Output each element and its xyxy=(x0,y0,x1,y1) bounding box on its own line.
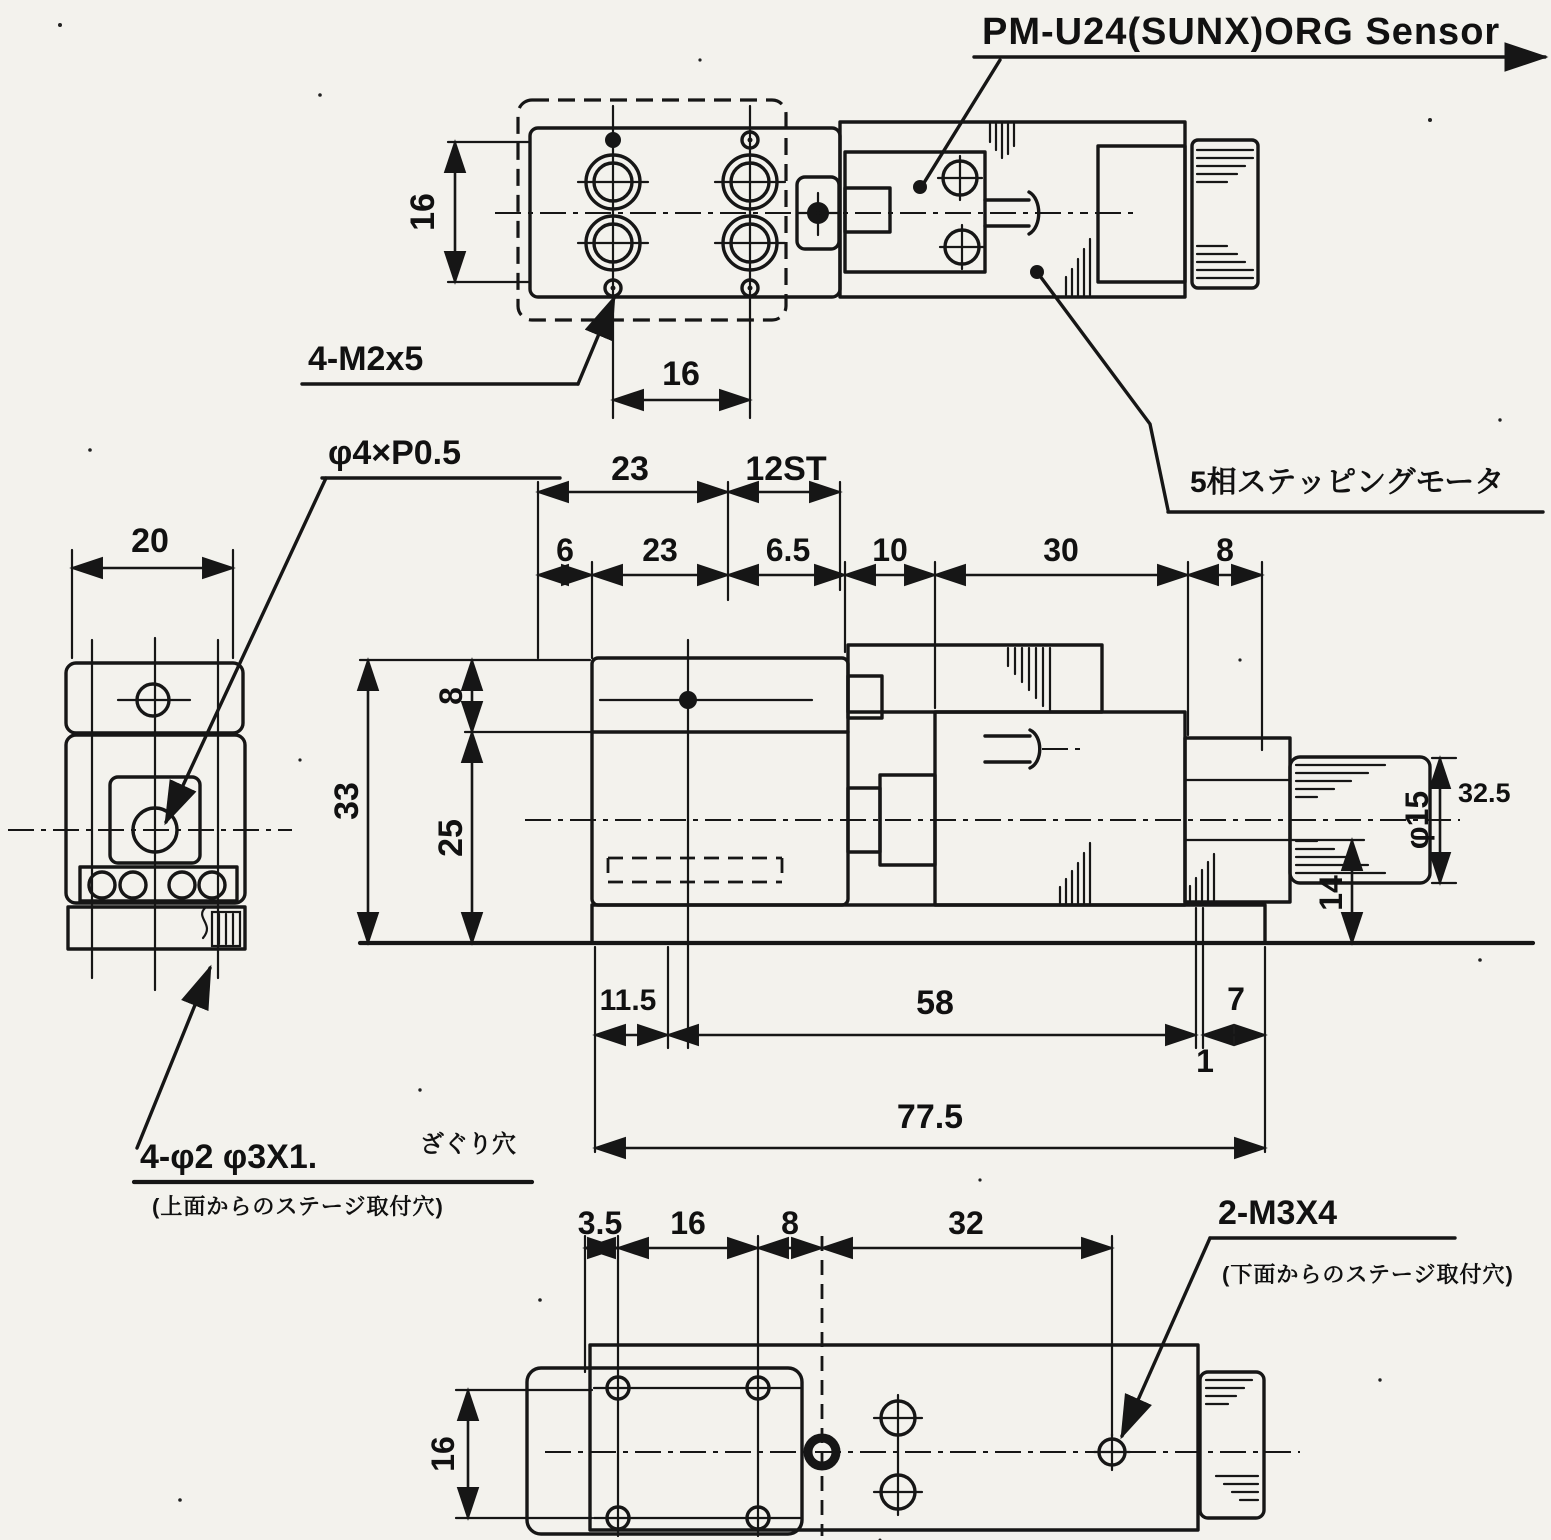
label-text: φ4×P0.5 xyxy=(328,434,462,472)
hatch-motor xyxy=(1060,843,1090,903)
dim-text: 14 xyxy=(1313,875,1349,911)
dim-row-upper2 xyxy=(538,532,1262,750)
dim-text: 16 xyxy=(425,1436,461,1472)
base-plate xyxy=(592,905,1265,943)
hatch-bottom xyxy=(1066,239,1090,295)
dim-text: 3.5 xyxy=(577,1205,623,1241)
dim-text: 16 xyxy=(670,1205,706,1241)
dim-text: 8 xyxy=(1216,532,1234,568)
hatch-top xyxy=(990,124,1014,158)
bottom-view-knob xyxy=(1200,1372,1264,1518)
hatch-bracket xyxy=(1008,648,1050,712)
centerline xyxy=(618,1236,758,1536)
dim-text: 8 xyxy=(433,687,469,705)
label-shaft xyxy=(166,434,560,822)
dim-text: 25 xyxy=(432,819,470,857)
side-view xyxy=(8,434,560,1219)
side-view-detail xyxy=(202,908,240,946)
dim-text: 58 xyxy=(916,984,954,1022)
dim-row-lower xyxy=(595,947,1265,1152)
m3-hole xyxy=(1094,1434,1130,1470)
label-stepping-motor xyxy=(1030,265,1543,512)
label-text: 4-φ2 φ3X1. xyxy=(140,1138,318,1176)
top-view-knob xyxy=(1192,140,1258,288)
dim-text: 16 xyxy=(404,193,442,231)
dim-text: 20 xyxy=(131,522,169,560)
bottom-view-body xyxy=(590,1345,1198,1530)
dim-text: 23 xyxy=(611,450,649,488)
dim-text: 77.5 xyxy=(896,1098,964,1136)
dim-text: 16 xyxy=(662,355,700,393)
dim-text: 8 xyxy=(781,1205,799,1241)
dim-text: 11.5 xyxy=(599,984,657,1017)
dim-text: 12ST xyxy=(745,450,827,488)
dim-text: 33 xyxy=(328,782,366,820)
dim-text: 6.5 xyxy=(765,532,811,568)
label-text: 2-M3X4 xyxy=(1218,1194,1338,1232)
label-text: 5相ステッピングモータ xyxy=(1190,466,1505,499)
top-view xyxy=(302,11,1545,512)
hidden-slot xyxy=(608,858,782,882)
dim-side-width xyxy=(72,522,233,658)
dim-text: 10 xyxy=(872,532,908,568)
dim-text: 32.5 xyxy=(1458,778,1511,808)
label-suffix: ざぐり穴 xyxy=(420,1131,516,1158)
dim-text: 6 xyxy=(556,532,574,568)
dim-right-column xyxy=(1290,758,1511,943)
dim-top-view-hole-pitch xyxy=(613,355,750,400)
dim-text: 7 xyxy=(1227,981,1245,1017)
dim-left-column xyxy=(328,660,592,943)
label-note: (上面からのステージ取付穴) xyxy=(152,1194,444,1219)
scan-noise xyxy=(58,23,1505,1540)
motor-bracket xyxy=(848,645,1102,712)
dim-text: 32 xyxy=(948,1205,984,1241)
motor-block xyxy=(935,712,1185,905)
dim-row-bottom-view xyxy=(578,1205,1112,1436)
label-text: 4-M2x5 xyxy=(308,340,424,378)
dim-text: 30 xyxy=(1043,532,1079,568)
label-text: PM-U24(SUNX)ORG Sensor xyxy=(982,11,1501,53)
label-counterbore xyxy=(134,968,532,1219)
label-m3-screws xyxy=(1122,1194,1514,1436)
dim-text: φ15 xyxy=(1399,790,1435,850)
hatch-flange xyxy=(1190,854,1214,900)
counterbore-pair xyxy=(874,1395,922,1515)
ext-double-line xyxy=(1196,908,1203,1048)
dim-bottom-view-height xyxy=(425,1390,592,1518)
dim-text: 1 xyxy=(1196,1043,1214,1079)
label-note: (下面からのステージ取付穴) xyxy=(1222,1262,1514,1287)
front-view xyxy=(328,450,1533,1152)
bottom-view xyxy=(425,1194,1514,1536)
front-view-table xyxy=(592,658,848,905)
dim-text: 23 xyxy=(642,532,678,568)
shaft-fork-front xyxy=(985,730,1082,768)
label-m2-screws xyxy=(302,298,614,384)
